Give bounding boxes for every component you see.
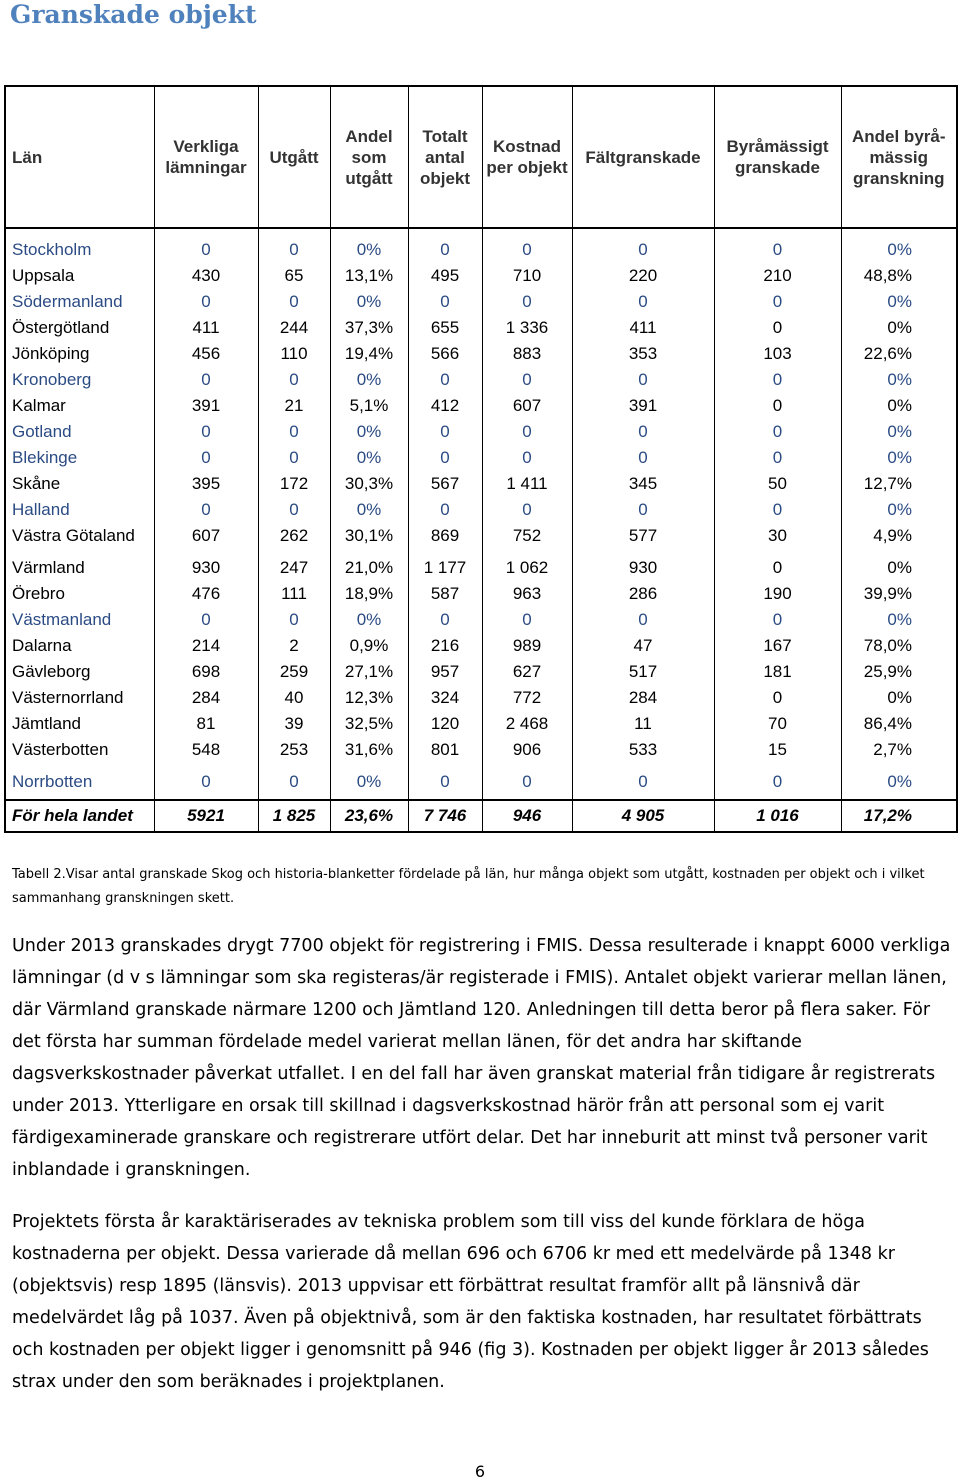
total-cell: 946 (482, 800, 572, 832)
header-cell-andel-byramassig: Andel byrå-mässig granskning (841, 86, 957, 228)
table-cell: 0 (154, 445, 258, 471)
table-cell: 27,1% (330, 659, 408, 685)
table-cell: 2 468 (482, 711, 572, 737)
header-cell-byramassigt: Byråmässigt granskade (714, 86, 841, 228)
table-cell: 0% (330, 289, 408, 315)
table-cell: 930 (154, 549, 258, 581)
table-cell: 0 (482, 419, 572, 445)
page-number: 6 (474, 1462, 486, 1481)
table-cell: 21,0% (330, 549, 408, 581)
total-cell: 23,6% (330, 800, 408, 832)
table-cell: 772 (482, 685, 572, 711)
table-cell: 412 (408, 393, 482, 419)
table-cell: 0 (714, 237, 841, 263)
table-cell: 103 (714, 341, 841, 367)
county-name-cell: Uppsala (5, 263, 154, 289)
table-cell: 172 (258, 471, 330, 497)
table-cell: 39 (258, 711, 330, 737)
table-cell: 607 (482, 393, 572, 419)
county-name-cell: Örebro (5, 581, 154, 607)
table-cell: 752 (482, 523, 572, 549)
header-cell-utgatt: Utgått (258, 86, 330, 228)
table-cell: 0 (258, 607, 330, 633)
table-cell: 0 (408, 497, 482, 523)
table-row (5, 523, 957, 549)
header-cell-faltgranskade: Fältgranskade (572, 86, 714, 228)
table-cell: 0 (482, 367, 572, 393)
table-row (5, 367, 957, 393)
table-cell: 181 (714, 659, 841, 685)
table-cell: 0 (714, 367, 841, 393)
table-cell: 710 (482, 263, 572, 289)
table-cell: 476 (154, 581, 258, 607)
table-cell: 210 (714, 263, 841, 289)
table-cell: 456 (154, 341, 258, 367)
table-cell: 78,0% (863, 636, 912, 655)
table-cell: 0% (887, 370, 912, 389)
table-cell: 18,9% (330, 581, 408, 607)
table-row (5, 607, 957, 633)
county-name-cell: Jönköping (5, 341, 154, 367)
table-cell: 0,9% (330, 633, 408, 659)
table-cell: 698 (154, 659, 258, 685)
body-paragraph-1: Under 2013 granskades drygt 7700 objekt för registrering i FMIS. Dessa resulterade i knappt 6000 verkliga lämningar (d v s lämningar som ska registeras/är registerade i FMIS). Antalet objekt varierar mellan länen, där Värmland granskade närmare 1200 och Jämtland 120. Anledningen till detta beror på flera saker. För det första har summan fördelade medel varierat mellan länen, för det andra har skiftande dagsverkskostnader påverkat utfallet. I en del fall har även granskat material från tidigare år registrerats under 2013. Ytterligare en orsak till skillnad i dagsverkskostnad härör från att personal som ej varit färdigexaminerade granskare och registrerare utfört delar. Det har inneburit att minst två personer varit inblandade i granskningen. (12, 936, 951, 1180)
table-cell: 262 (258, 523, 330, 549)
table-header-row (5, 86, 957, 228)
table-cell: 0 (154, 419, 258, 445)
table-cell: 0 (154, 367, 258, 393)
table-caption: Tabell 2.Visar antal granskade Skog och historia-blanketter fördelade på län, hur många objekt som utgått, kostnaden per objekt och i vilket sammanhang granskningen skett. (12, 867, 925, 906)
table-cell: 0% (330, 237, 408, 263)
table-cell: 247 (258, 549, 330, 581)
table-cell: 0 (482, 445, 572, 471)
county-name-cell: Dalarna (5, 633, 154, 659)
county-review-table (4, 85, 958, 833)
table-cell: 0 (572, 237, 714, 263)
table-cell: 0 (258, 367, 330, 393)
table-cell: 0 (572, 367, 714, 393)
table-cell: 220 (572, 263, 714, 289)
table-row (5, 737, 957, 763)
table-row (5, 549, 957, 581)
table-row (5, 341, 957, 367)
table-cell: 0 (714, 685, 841, 711)
table-cell: 0 (154, 289, 258, 315)
county-name-cell: Kronoberg (5, 367, 154, 393)
table-cell: 19,4% (330, 341, 408, 367)
table-row (5, 289, 957, 315)
table-cell: 963 (482, 581, 572, 607)
table-cell: 0 (408, 607, 482, 633)
table-cell: 244 (258, 315, 330, 341)
table-cell: 0 (482, 237, 572, 263)
table-cell: 1 336 (482, 315, 572, 341)
table-cell: 111 (258, 581, 330, 607)
table-row (5, 633, 957, 659)
table-row (5, 445, 957, 471)
table-cell: 883 (482, 341, 572, 367)
table-cell: 0 (258, 289, 330, 315)
table-cell: 0 (714, 497, 841, 523)
table-cell: 0 (714, 445, 841, 471)
table-cell: 1 177 (408, 549, 482, 581)
county-name-cell: Gävleborg (5, 659, 154, 685)
total-cell: 5921 (154, 800, 258, 832)
table-cell: 31,6% (330, 737, 408, 763)
table-cell: 0% (887, 292, 912, 311)
table-cell: 13,1% (330, 263, 408, 289)
county-name-cell: Stockholm (5, 237, 154, 263)
table-cell: 11 (572, 711, 714, 737)
table-cell: 30,3% (330, 471, 408, 497)
table-cell: 0 (482, 289, 572, 315)
table-cell: 0% (887, 240, 912, 259)
county-name-cell: Halland (5, 497, 154, 523)
table-cell: 284 (572, 685, 714, 711)
table-cell: 0% (887, 558, 912, 577)
county-name-cell: Östergötland (5, 315, 154, 341)
table-cell: 0 (714, 549, 841, 581)
table-cell: 495 (408, 263, 482, 289)
table-cell: 0% (887, 448, 912, 467)
table-cell: 0% (887, 500, 912, 519)
table-cell: 0% (887, 688, 912, 707)
table-row (5, 237, 957, 263)
table-cell: 0 (714, 393, 841, 419)
table-cell: 0 (258, 419, 330, 445)
table-cell: 627 (482, 659, 572, 685)
table-cell: 32,5% (330, 711, 408, 737)
table-row (5, 263, 957, 289)
table-cell: 40 (258, 685, 330, 711)
table-cell: 869 (408, 523, 482, 549)
county-table-container (4, 85, 956, 833)
table-cell: 0 (258, 763, 330, 800)
table-cell: 0% (887, 422, 912, 441)
table-total-row (5, 800, 957, 832)
table-cell: 30,1% (330, 523, 408, 549)
table-cell: 0% (330, 445, 408, 471)
table-cell: 0 (154, 237, 258, 263)
table-cell: 25,9% (863, 662, 912, 681)
table-cell: 81 (154, 711, 258, 737)
table-cell: 167 (714, 633, 841, 659)
table-cell: 533 (572, 737, 714, 763)
total-cell: 17,2% (841, 800, 957, 832)
header-cell-andel-utgatt: Andel som utgått (330, 86, 408, 228)
table-cell: 0 (572, 289, 714, 315)
body-paragraph-2: Projektets första år karaktäriserades av tekniska problem som till viss del kunde förklara de höga kostnaderna per objekt. Dessa varierade då mellan 696 och 6706 kr med ett medelvärde på 1348 kr (objektsvis) resp 1895 (länsvis). 2013 uppvisar ett förbättrat resultat framför allt på länsnivå där medelvärdet låg på 1037. Även på objektnivå, som är den faktiska kostnaden, har resultatet förbättrats och kostnaden per objekt ligger i genomsnitt på 946 (fig 3). Kostnaden per objekt ligger år 2013 således strax under den som beräknades i projektplanen. (12, 1212, 929, 1392)
county-name-cell: Norrbotten (5, 763, 154, 800)
total-cell: 1 016 (714, 800, 841, 832)
table-cell: 0 (154, 763, 258, 800)
table-cell: 22,6% (863, 344, 912, 363)
table-cell: 0% (887, 772, 912, 791)
table-cell: 259 (258, 659, 330, 685)
table-row (5, 581, 957, 607)
table-cell: 0 (258, 497, 330, 523)
table-cell: 0 (408, 763, 482, 800)
table-cell: 517 (572, 659, 714, 685)
table-cell: 110 (258, 341, 330, 367)
table-cell: 39,9% (863, 584, 912, 603)
total-label-cell: För hela landet (5, 800, 154, 832)
table-cell: 70 (714, 711, 841, 737)
table-spacer-row (5, 228, 957, 237)
table-body (5, 228, 957, 832)
table-cell: 37,3% (330, 315, 408, 341)
county-name-cell: Västernorrland (5, 685, 154, 711)
table-cell: 86,4% (863, 714, 912, 733)
table-cell: 655 (408, 315, 482, 341)
table-cell: 0 (482, 607, 572, 633)
county-name-cell: Gotland (5, 419, 154, 445)
table-row (5, 471, 957, 497)
table-cell: 801 (408, 737, 482, 763)
table-cell: 411 (572, 315, 714, 341)
table-cell: 284 (154, 685, 258, 711)
table-cell: 0 (572, 419, 714, 445)
table-cell: 0 (154, 607, 258, 633)
table-cell: 214 (154, 633, 258, 659)
table-row (5, 315, 957, 341)
table-cell: 957 (408, 659, 482, 685)
header-cell-lan: Län (5, 86, 154, 228)
table-cell: 47 (572, 633, 714, 659)
table-cell: 0% (330, 419, 408, 445)
table-cell: 0% (887, 396, 912, 415)
table-cell: 12,3% (330, 685, 408, 711)
table-cell: 190 (714, 581, 841, 607)
page-heading: Granskade objekt (10, 0, 257, 29)
table-cell: 0% (330, 763, 408, 800)
table-row (5, 419, 957, 445)
table-cell: 65 (258, 263, 330, 289)
county-name-cell: Västmanland (5, 607, 154, 633)
table-cell: 286 (572, 581, 714, 607)
table-cell: 2,7% (873, 740, 912, 759)
table-row (5, 497, 957, 523)
total-cell: 1 825 (258, 800, 330, 832)
table-cell: 2 (258, 633, 330, 659)
table-cell: 0 (714, 419, 841, 445)
table-cell: 0% (887, 610, 912, 629)
table-cell: 989 (482, 633, 572, 659)
table-cell: 0 (258, 445, 330, 471)
table-cell: 120 (408, 711, 482, 737)
table-cell: 21 (258, 393, 330, 419)
table-cell: 577 (572, 523, 714, 549)
county-name-cell: Västra Götaland (5, 523, 154, 549)
county-name-cell: Jämtland (5, 711, 154, 737)
table-row (5, 659, 957, 685)
table-cell: 391 (154, 393, 258, 419)
table-cell: 30 (714, 523, 841, 549)
table-cell: 0 (572, 445, 714, 471)
table-row (5, 393, 957, 419)
table-cell: 0 (714, 763, 841, 800)
table-cell: 1 411 (482, 471, 572, 497)
table-cell: 253 (258, 737, 330, 763)
table-cell: 0 (572, 497, 714, 523)
table-cell: 48,8% (863, 266, 912, 285)
header-cell-kostnad: Kostnad per objekt (482, 86, 572, 228)
county-name-cell: Blekinge (5, 445, 154, 471)
county-name-cell: Skåne (5, 471, 154, 497)
header-cell-totalt: Totalt antal objekt (408, 86, 482, 228)
table-cell: 216 (408, 633, 482, 659)
table-cell: 4,9% (873, 526, 912, 545)
table-cell: 1 062 (482, 549, 572, 581)
table-cell: 353 (572, 341, 714, 367)
table-cell: 906 (482, 737, 572, 763)
table-cell: 587 (408, 581, 482, 607)
table-cell: 0% (887, 318, 912, 337)
table-row (5, 685, 957, 711)
table-cell: 324 (408, 685, 482, 711)
table-cell: 395 (154, 471, 258, 497)
total-cell: 7 746 (408, 800, 482, 832)
table-cell: 930 (572, 549, 714, 581)
table-cell: 50 (714, 471, 841, 497)
county-name-cell: Västerbotten (5, 737, 154, 763)
table-cell: 0% (330, 497, 408, 523)
table-cell: 0% (330, 607, 408, 633)
table-cell: 0 (714, 607, 841, 633)
county-name-cell: Kalmar (5, 393, 154, 419)
table-cell: 0 (408, 367, 482, 393)
table-cell: 391 (572, 393, 714, 419)
table-cell: 345 (572, 471, 714, 497)
table-cell: 0 (482, 497, 572, 523)
table-cell: 430 (154, 263, 258, 289)
table-cell: 5,1% (330, 393, 408, 419)
table-cell: 0 (714, 315, 841, 341)
table-cell: 12,7% (863, 474, 912, 493)
table-cell: 0 (408, 237, 482, 263)
table-cell: 0 (408, 445, 482, 471)
table-cell: 0 (572, 607, 714, 633)
table-row (5, 711, 957, 737)
table-cell: 0% (330, 367, 408, 393)
table-cell: 0 (408, 419, 482, 445)
table-cell: 0 (258, 237, 330, 263)
county-name-cell: Värmland (5, 549, 154, 581)
table-cell: 567 (408, 471, 482, 497)
table-cell: 0 (482, 763, 572, 800)
table-cell: 411 (154, 315, 258, 341)
table-cell: 566 (408, 341, 482, 367)
table-cell: 548 (154, 737, 258, 763)
header-cell-verkliga: Verkliga lämningar (154, 86, 258, 228)
table-cell: 15 (714, 737, 841, 763)
total-cell: 4 905 (572, 800, 714, 832)
table-row (5, 763, 957, 800)
table-cell: 0 (572, 763, 714, 800)
table-cell: 0 (154, 497, 258, 523)
county-name-cell: Södermanland (5, 289, 154, 315)
table-cell: 607 (154, 523, 258, 549)
table-cell: 0 (714, 289, 841, 315)
table-cell: 0 (408, 289, 482, 315)
